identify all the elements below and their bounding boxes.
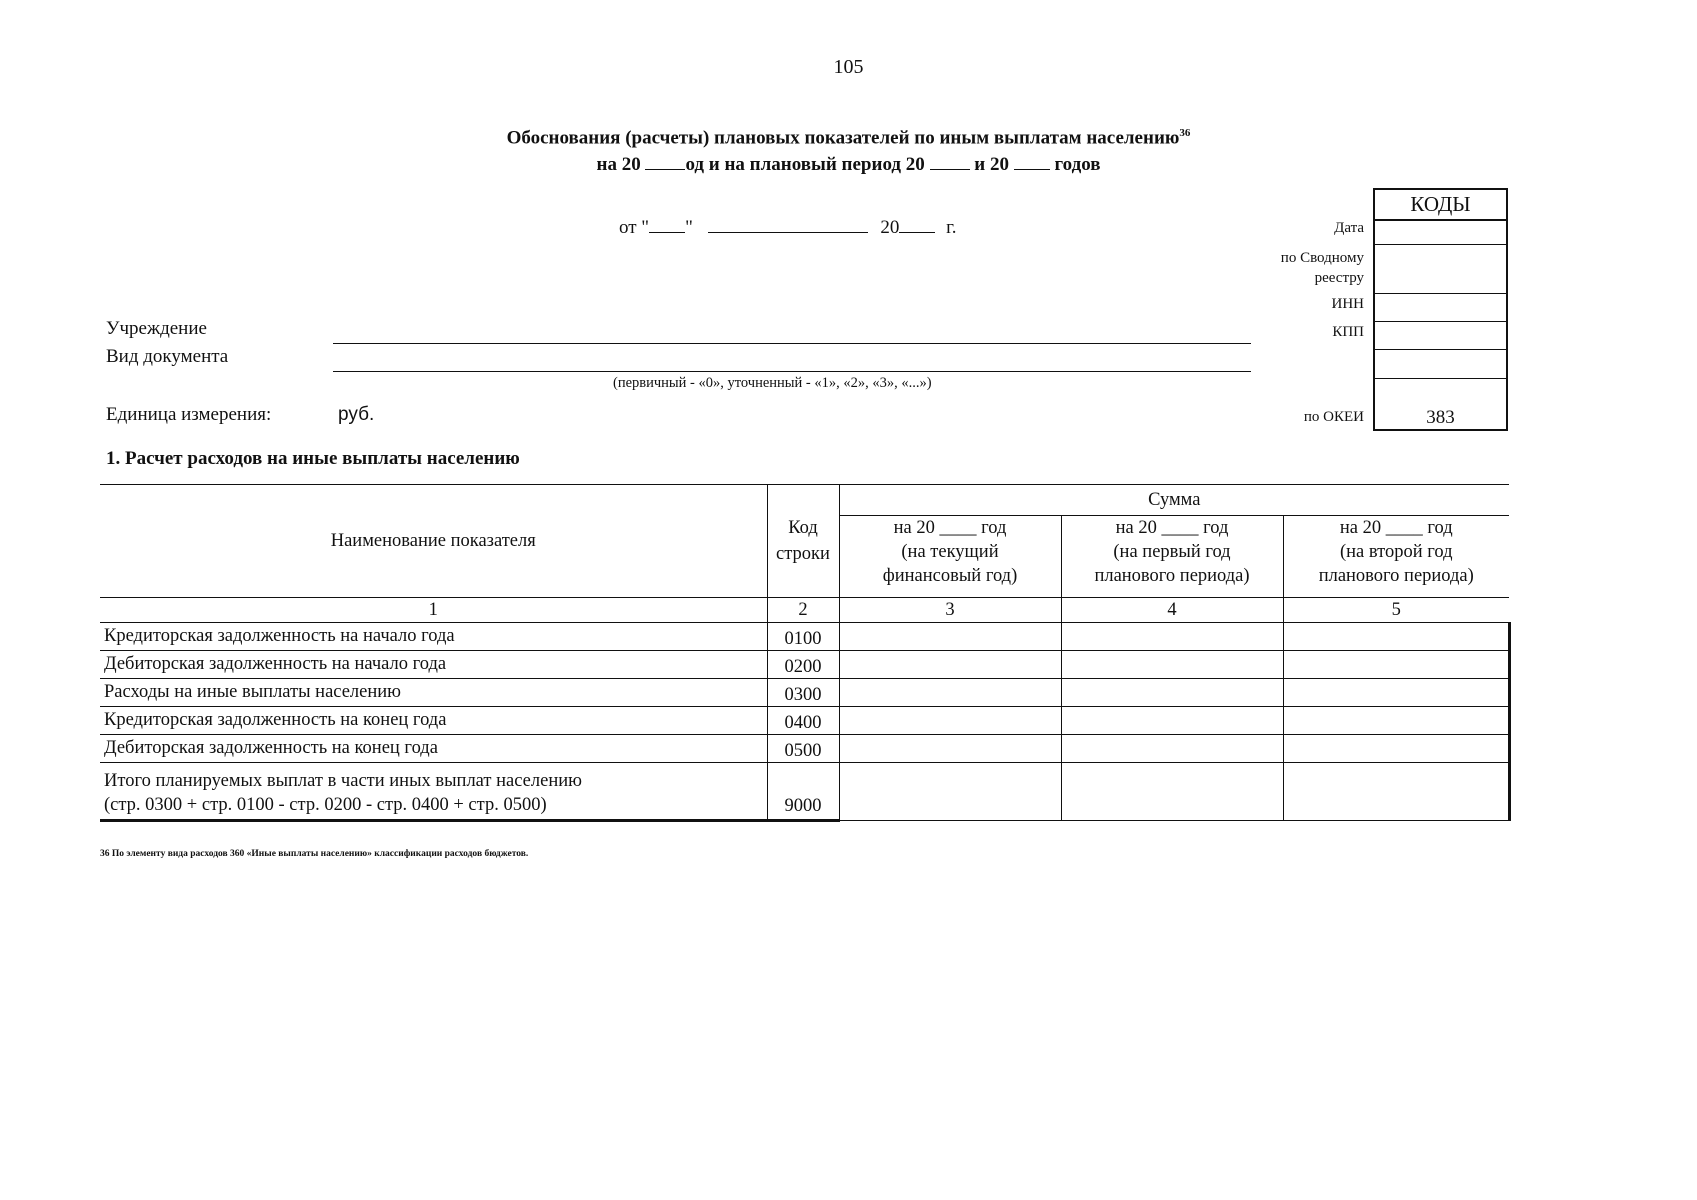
total-cell-plan-1[interactable]: [1061, 763, 1283, 821]
document-title: [0, 127, 1697, 149]
header-sum: Сумма: [839, 485, 1509, 516]
value-cell-plan-2[interactable]: [1283, 679, 1509, 707]
blank-year[interactable]: [899, 218, 935, 233]
institution-line[interactable]: [333, 343, 1251, 344]
value-cell-plan-2[interactable]: [1283, 623, 1509, 651]
table-row: [100, 707, 1509, 735]
subtitle-part-c: и 20: [974, 154, 1009, 175]
col-number: 5: [1283, 598, 1509, 623]
document-subtitle: [0, 154, 1697, 176]
col-number: 3: [839, 598, 1061, 623]
table-row: [100, 651, 1509, 679]
total-name-line1: Итого планируемых выплат в части иных выплат населению: [104, 771, 582, 791]
header-col3: [839, 516, 1061, 598]
date-quote: ": [685, 217, 693, 238]
value-cell-current[interactable]: [839, 707, 1061, 735]
header-name: Наименование показателя: [100, 485, 767, 598]
row-name: Дебиторская задолженность на начало года: [100, 651, 767, 679]
codes-box: [1373, 188, 1508, 431]
row-name: Расходы на иные выплаты населению: [100, 679, 767, 707]
code-registry-cell[interactable]: [1375, 245, 1506, 294]
okei-value: 383: [1426, 407, 1455, 428]
table-row: [100, 623, 1509, 651]
label-doc-type: Вид документа: [106, 346, 229, 367]
table-row: [100, 679, 1509, 707]
blank-current-year[interactable]: [645, 155, 685, 170]
total-row-code: 9000: [767, 763, 839, 821]
subtitle-part-a: на 20: [596, 154, 641, 175]
label-date: Дата: [1334, 220, 1364, 236]
row-code: 0100: [767, 623, 839, 651]
header-col3-line2: (на текущий: [901, 542, 999, 562]
code-inn-cell[interactable]: [1375, 294, 1506, 322]
value-cell-plan-2[interactable]: [1283, 707, 1509, 735]
col-number: 1: [100, 598, 767, 623]
blank-month[interactable]: [708, 218, 868, 233]
blank-plan-year-1[interactable]: [930, 155, 970, 170]
section-title: 1. Расчет расходов на иные выплаты населению: [106, 448, 520, 469]
code-date-cell[interactable]: [1375, 219, 1506, 245]
row-code: 0400: [767, 707, 839, 735]
header-col5: [1283, 516, 1509, 598]
value-cell-current[interactable]: [839, 651, 1061, 679]
col-number: 4: [1061, 598, 1283, 623]
total-cell-current[interactable]: [839, 763, 1061, 821]
row-name: Кредиторская задолженность на конец года: [100, 707, 767, 735]
header-col4: [1061, 516, 1283, 598]
header-code-2: строки: [776, 544, 830, 564]
value-cell-plan-1[interactable]: [1061, 651, 1283, 679]
header-code: [767, 485, 839, 598]
value-cell-plan-1[interactable]: [1061, 707, 1283, 735]
value-cell-plan-2[interactable]: [1283, 651, 1509, 679]
title-line1: Обоснования (расчеты) плановых показателей по иным выплатам населению: [506, 127, 1180, 149]
header-col3-line1: на 20 ____ год: [893, 518, 1007, 538]
subtitle-part-d: годов: [1054, 154, 1101, 175]
header-col5-line2: (на второй год: [1339, 542, 1453, 562]
value-cell-current[interactable]: [839, 623, 1061, 651]
header-col3-line3: финансовый год): [882, 566, 1018, 586]
row-code: 0200: [767, 651, 839, 679]
column-number-row: [100, 598, 1509, 623]
header-code-1: Код: [788, 518, 818, 538]
value-cell-plan-1[interactable]: [1061, 679, 1283, 707]
header-col5-line1: на 20 ____ год: [1339, 518, 1453, 538]
label-institution: Учреждение: [106, 318, 207, 339]
table-row: [100, 735, 1509, 763]
date-suffix: г.: [946, 217, 957, 238]
value-cell-plan-1[interactable]: [1061, 735, 1283, 763]
doc-type-line[interactable]: [333, 371, 1251, 372]
header-col4-line1: на 20 ____ год: [1115, 518, 1229, 538]
label-unit: Единица измерения:: [106, 404, 272, 425]
row-name: Дебиторская задолженность на конец года: [100, 735, 767, 763]
value-cell-current[interactable]: [839, 735, 1061, 763]
title-footnote-ref: 36: [1179, 127, 1191, 139]
codes-header: КОДЫ: [1375, 190, 1506, 221]
total-name-line2: (стр. 0300 + стр. 0100 - стр. 0200 - стр. 0400 + стр. 0500): [104, 795, 547, 815]
header-col4-line2: (на первый год: [1113, 542, 1231, 562]
label-inn: ИНН: [1331, 296, 1364, 312]
total-row: [100, 763, 1509, 821]
label-registry-2: реестру: [1314, 270, 1364, 286]
subtitle-part-b: од и на плановый период 20: [685, 154, 925, 175]
code-kpp-cell[interactable]: [1375, 322, 1506, 350]
blank-day[interactable]: [649, 218, 685, 233]
date-prefix: от ": [619, 217, 650, 238]
row-code: 0500: [767, 735, 839, 763]
total-row-name: [100, 763, 767, 821]
unit-value: руб.: [338, 404, 375, 425]
blank-plan-year-2[interactable]: [1014, 155, 1050, 170]
header-col5-line3: планового периода): [1318, 566, 1474, 586]
total-cell-plan-2[interactable]: [1283, 763, 1509, 821]
doc-type-note: (первичный - «0», уточненный - «1», «2», «3», «...»): [613, 375, 932, 391]
date-line: [619, 217, 956, 239]
page-number: 105: [833, 56, 864, 78]
col-number: 2: [767, 598, 839, 623]
code-doc-type-cell[interactable]: [1375, 350, 1506, 379]
label-okei: по ОКЕИ: [1303, 409, 1364, 425]
value-cell-plan-1[interactable]: [1061, 623, 1283, 651]
date-year-prefix: 20: [880, 217, 900, 238]
value-cell-plan-2[interactable]: [1283, 735, 1509, 763]
row-name: Кредиторская задолженность на начало года: [100, 623, 767, 651]
row-code: 0300: [767, 679, 839, 707]
label-registry-1: по Сводному: [1280, 250, 1364, 266]
footnote: 36 По элементу вида расходов 360 «Иные выплаты населению» классификации расходов бюджетов.: [100, 849, 529, 859]
header-col4-line3: планового периода): [1094, 566, 1250, 586]
label-kpp: КПП: [1332, 324, 1364, 340]
expense-table: [100, 484, 1511, 822]
value-cell-current[interactable]: [839, 679, 1061, 707]
